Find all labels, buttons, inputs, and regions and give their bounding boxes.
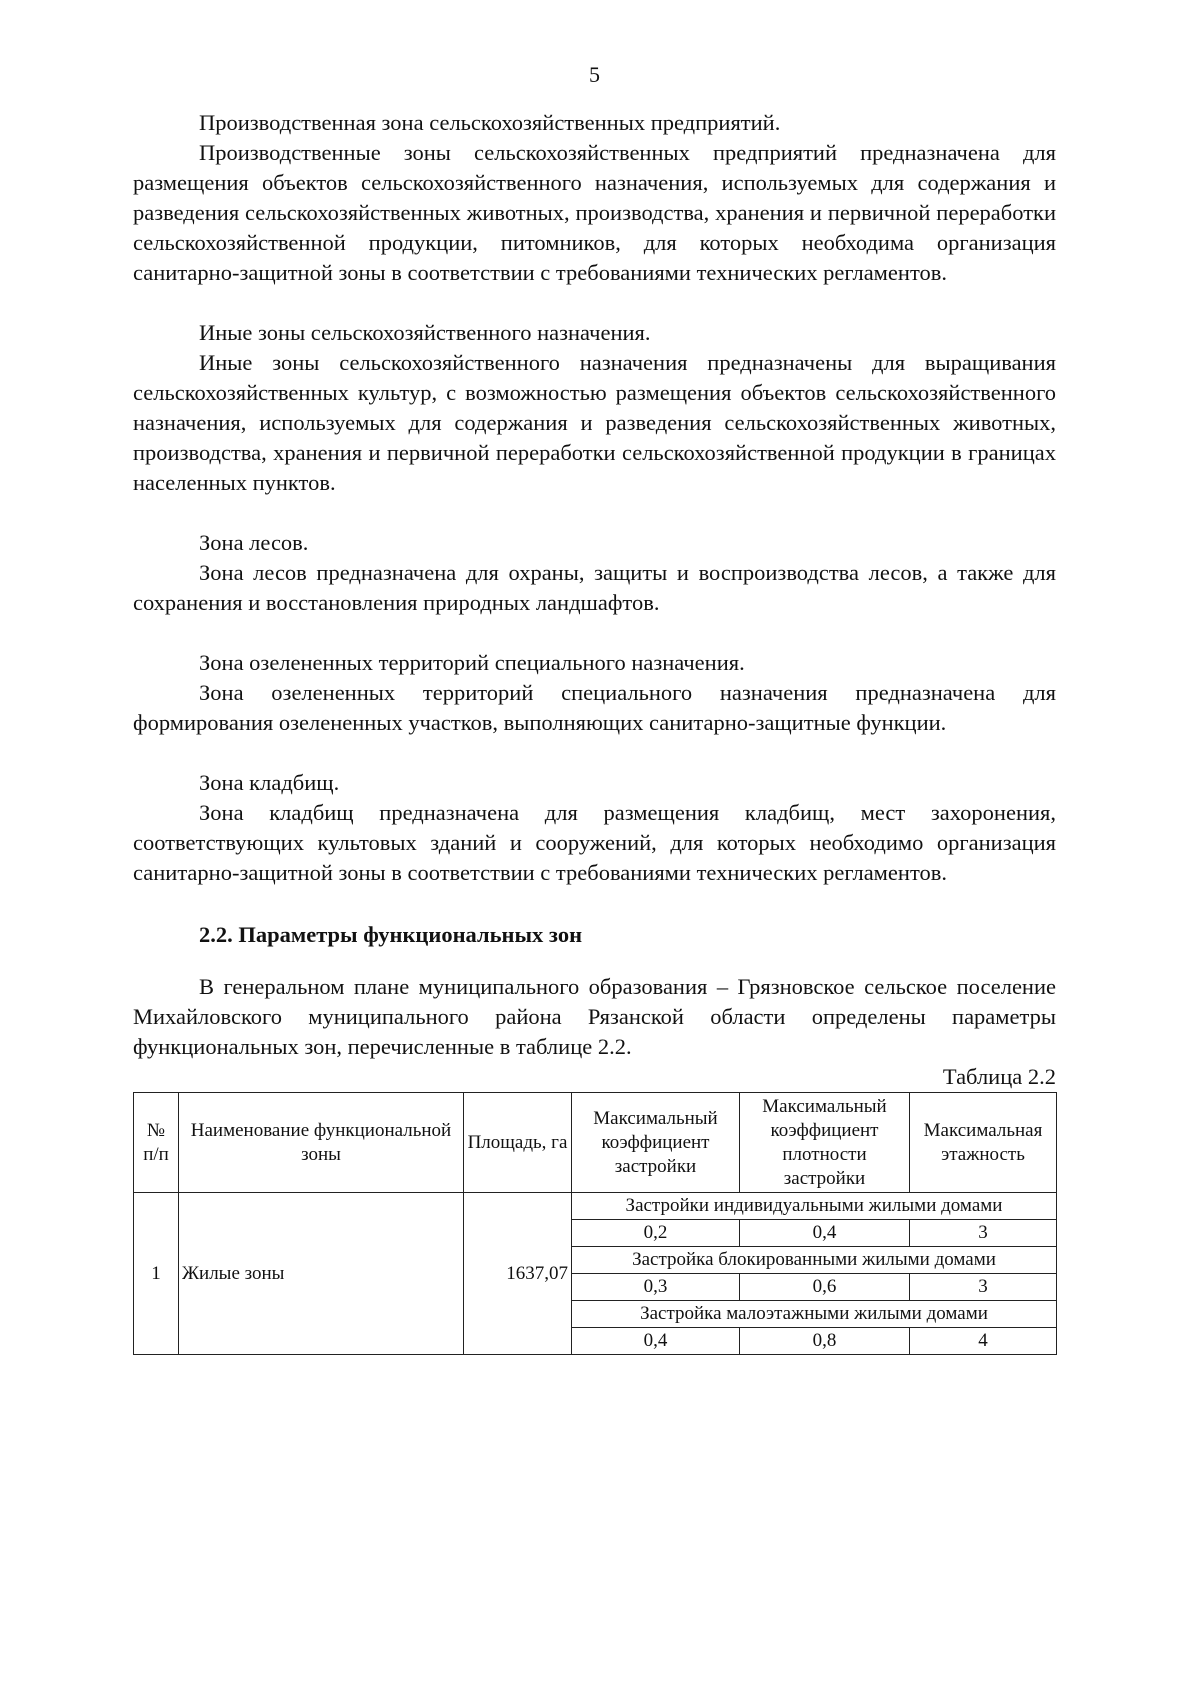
zone-text-cemetery: Зона кладбищ предназначена для размещения кладбищ, мест захоронения, соответствующих культовых зданий и сооружений, для которых необходимо организация санитарно-защитной зоны в соответствии с требованиями технических регламентов. — [133, 800, 1056, 885]
table-caption: Таблица 2.2 — [942, 1064, 1056, 1089]
value-density-coef: 0,6 — [740, 1274, 910, 1301]
header-floors: Максимальная этажность — [910, 1093, 1057, 1193]
subtype-label: Застройка малоэтажными жилыми домами — [572, 1301, 1057, 1328]
header-name: Наименование функциональной зоны — [179, 1093, 464, 1193]
subtype-label: Застройки индивидуальными жилыми домами — [572, 1193, 1057, 1220]
header-build-coef: Максимальный коэффициент застройки — [572, 1093, 740, 1193]
zone-heading-cemetery: Зона кладбищ. — [199, 770, 340, 795]
table-header-row — [134, 1093, 1057, 1193]
zone-heading-green-special: Зона озелененных территорий специального назначения. — [199, 650, 745, 675]
document-body — [133, 108, 1056, 1355]
header-density-coef: Максимальный коэффициент плотности застройки — [740, 1093, 910, 1193]
zone-text-green-special: Зона озелененных территорий специального назначения предназначена для формирования озелененных участков, выполняющих санитарно-защитные функции. — [133, 680, 1056, 735]
value-floors: 3 — [910, 1274, 1057, 1301]
zone-heading-other-agri: Иные зоны сельскохозяйственного назначения. — [199, 320, 651, 345]
zone-heading-agri-production: Производственная зона сельскохозяйственных предприятий. — [199, 110, 781, 135]
row-area: 1637,07 — [464, 1193, 572, 1355]
section-intro: В генеральном плане муниципального образования – Грязновское сельское поселение Михайловского муниципального района Рязанской области определены параметры функциональных зон, перечисленные в таблице 2.2. — [133, 974, 1056, 1059]
header-area: Площадь, га — [464, 1093, 572, 1193]
value-build-coef: 0,2 — [572, 1220, 740, 1247]
value-floors: 3 — [910, 1220, 1057, 1247]
value-floors: 4 — [910, 1328, 1057, 1355]
section-title: 2.2. Параметры функциональных зон — [199, 922, 583, 947]
value-build-coef: 0,4 — [572, 1328, 740, 1355]
header-num: № п/п — [134, 1093, 179, 1193]
value-density-coef: 0,8 — [740, 1328, 910, 1355]
row-zone-name: Жилые зоны — [179, 1193, 464, 1355]
subtype-label: Застройка блокированными жилыми домами — [572, 1247, 1057, 1274]
zone-heading-forest: Зона лесов. — [199, 530, 309, 555]
zone-text-agri-production: Производственные зоны сельскохозяйственных предприятий предназначена для размещения объектов сельскохозяйственного назначения, используемых для содержания и разведения сельскохозяйственных животных, производства, хранения и первичной переработки сельскохозяйственной продукции, питомников, для которых необходима организация санитарно-защитной зоны в соответствии с требованиями технических регламентов. — [133, 140, 1056, 285]
zone-text-forest: Зона лесов предназначена для охраны, защиты и воспроизводства лесов, а также для сохранения и восстановления природных ландшафтов. — [133, 560, 1056, 615]
row-num: 1 — [134, 1193, 179, 1355]
value-density-coef: 0,4 — [740, 1220, 910, 1247]
page-number: 5 — [589, 62, 600, 87]
value-build-coef: 0,3 — [572, 1274, 740, 1301]
table-row — [134, 1193, 1057, 1220]
zone-parameters-table — [133, 1092, 1057, 1355]
zone-text-other-agri: Иные зоны сельскохозяйственного назначения предназначены для выращивания сельскохозяйственных культур, с возможностью размещения объектов сельскохозяйственного назначения, используемых для содержания и разведения сельскохозяйственных животных, производства, хранения и первичной переработки сельскохозяйственной продукции в границах населенных пунктов. — [133, 350, 1056, 495]
